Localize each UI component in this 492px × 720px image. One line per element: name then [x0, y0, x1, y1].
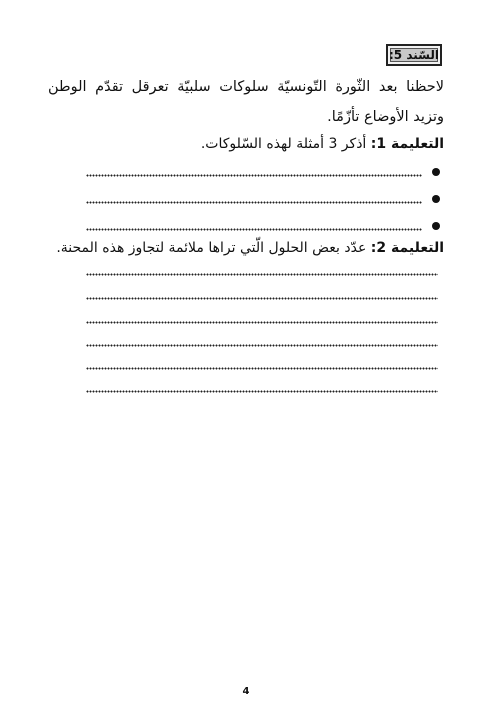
page-number: 4 — [242, 686, 250, 697]
instruction-2-label: التعليمة 2: — [370, 240, 444, 256]
answer-bullet-line[interactable] — [86, 162, 440, 178]
dotted-answer-line[interactable] — [86, 367, 438, 370]
answer-bullet-line[interactable] — [86, 189, 440, 205]
dotted-answer-line — [86, 201, 422, 204]
instruction-1-text: أذكر 3 أمثلة لهذه السّلوكات. — [200, 136, 367, 152]
document-paragraph: لاحظنا بعد الثّورة التّونسيّة سلوكات سلبيّة تعرقل تقدّم الوطن وتزيد الأوضاع تأزّمًا. — [48, 79, 444, 125]
bullet-icon — [432, 168, 440, 176]
dotted-answer-line[interactable] — [86, 321, 438, 324]
dotted-answer-line[interactable] — [86, 297, 438, 300]
dotted-answer-line — [86, 228, 422, 231]
instruction-2-text: عدّد بعض الحلول الّتي تراها ملائمة لتجاوز هذه المحنة. — [56, 240, 367, 256]
document-tag: السّند 5: — [386, 44, 442, 66]
answer-bullet-line[interactable] — [86, 216, 440, 232]
bullet-icon — [432, 222, 440, 230]
instruction-1-label: التعليمة 1: — [370, 136, 444, 152]
dotted-answer-line[interactable] — [86, 390, 438, 393]
dotted-answer-line[interactable] — [86, 344, 438, 347]
bullet-icon — [432, 195, 440, 203]
dotted-answer-line — [86, 174, 422, 177]
dotted-answer-line[interactable] — [86, 273, 438, 276]
instruction-1 — [44, 134, 444, 154]
instruction-2 — [44, 238, 444, 258]
